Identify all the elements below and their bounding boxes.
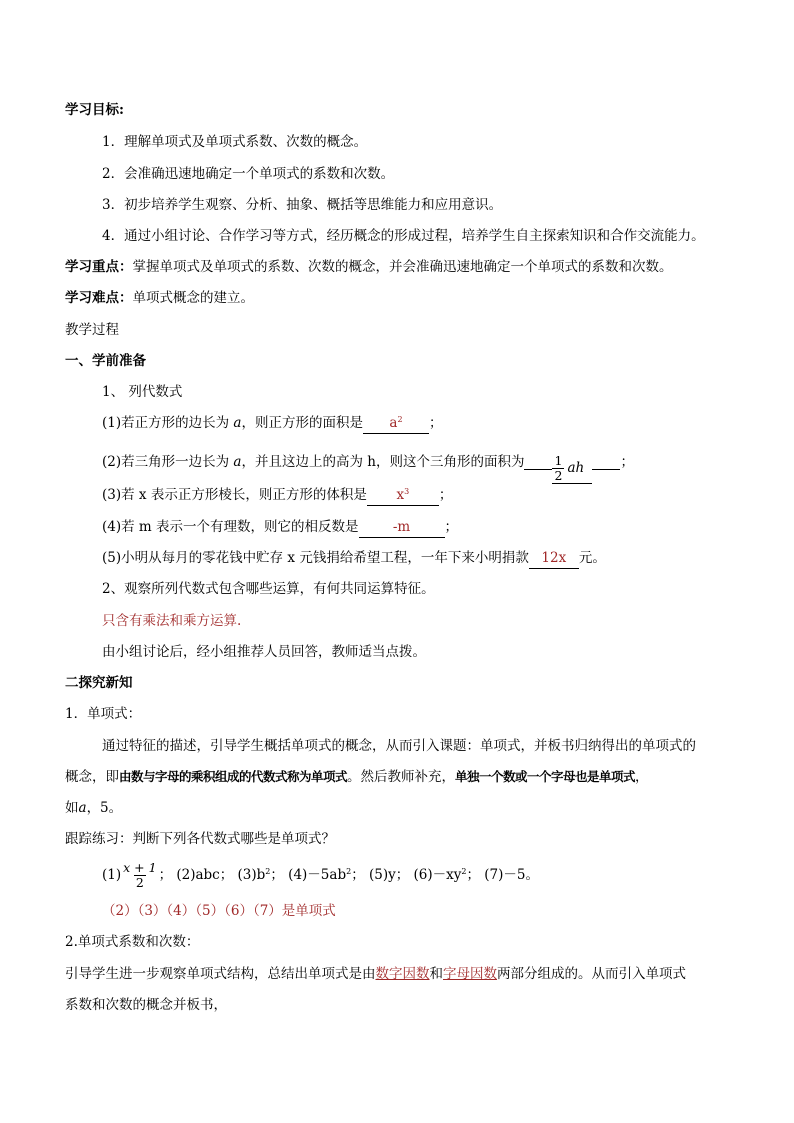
- question-4: [102, 517, 458, 538]
- q4-post: ；: [444, 519, 459, 535]
- q4-answer-blank: -m: [359, 517, 445, 538]
- goals-heading: 学习目标:: [65, 102, 124, 118]
- section1-answer: 只含有乘法和乘方运算.: [102, 613, 242, 629]
- question-1: [102, 413, 442, 434]
- q1-mid: ，则正方形的面积是: [241, 415, 363, 431]
- q1-pre: (1)若正方形的边长为: [102, 415, 234, 431]
- exercise-answer: （2）（3）（4）（5）（6）（7）是单项式: [102, 903, 336, 919]
- section2-para-b: 概念，即由数与字母的乘积组成的代数式称为单项式。然后教师补充，单独一个数或一个字母也是单项式，: [65, 769, 649, 785]
- goal-item-3: 3．初步培养学生观察、分析、抽象、概括等思维能力和应用意识。: [102, 197, 503, 213]
- section2-sub2: 2.单项式系数和次数：: [65, 934, 200, 950]
- key-point-label: 学习重点：: [65, 259, 133, 275]
- letter-factor-term: 字母因数: [443, 966, 497, 982]
- section2-para-c: 如a，5。: [65, 800, 123, 816]
- q1-answer-blank: $a^2$: [363, 413, 429, 434]
- q5-post: 元。: [578, 550, 606, 566]
- section2-title: 二探究新知: [65, 675, 133, 691]
- q2-var: a: [233, 454, 242, 470]
- q2-mid: ，并且这边上的高为 h，则这个三角形的面积为: [241, 454, 525, 470]
- exercise-prompt: 跟踪练习：判断下列各代数式哪些是单项式？: [65, 831, 335, 847]
- exercise-items: (1) $\frac{x + 1}{2}$ ； (2)abc； $(3)b^2$； $(4)-5ab^2$； (5)y； $(6)-xy^2$； (7)－5。: [102, 860, 539, 890]
- goal-item-2: 2．会准确迅速地确定一个单项式的系数和次数。: [102, 166, 395, 182]
- key-point-text: 掌握单项式及单项式的系数、次数的概念，并会准确迅速地确定一个单项式的系数和次数。: [132, 259, 673, 275]
- q3-pre: (3)若 x 表示正方形棱长，则正方形的体积是: [102, 487, 367, 503]
- section2-para2-a: 引导学生进一步观察单项式结构，总结出单项式是由数字因数和字母因数两部分组成的。从而引入单项式: [65, 966, 686, 982]
- difficulty-text: 单项式概念的建立。: [132, 290, 254, 306]
- goal-item-4: 4．通过小组讨论、合作学习等方式，经历概念的形成过程，培养学生自主探索知识和合作交流能力。: [102, 228, 705, 244]
- section2-para2-b: 系数和次数的概念并板书，: [65, 997, 227, 1013]
- q2-post: ；: [620, 454, 634, 470]
- q5-answer-blank: 12x: [529, 548, 579, 569]
- goal-item-1: 1．理解单项式及单项式系数、次数的概念。: [102, 134, 368, 150]
- q1-var: a: [233, 415, 242, 431]
- process-title: 教学过程: [65, 322, 119, 338]
- key-point: [65, 257, 673, 277]
- section2-sub1: 1．单项式：: [65, 706, 142, 722]
- q3-post: ；: [438, 487, 453, 503]
- difficulty-label: 学习难点：: [65, 290, 133, 306]
- numeric-factor-term: 数字因数: [375, 966, 430, 982]
- question-2: [102, 439, 634, 485]
- q2-pre: (2)若三角形一边长为: [102, 454, 234, 470]
- q5-pre: (5)小明从每月的零花钱中贮存 x 元钱捐给希望工程，一年下来小明捐款: [102, 550, 529, 566]
- q3-answer-blank: $x^3$: [367, 485, 439, 506]
- q4-pre: (4)若 m 表示一个有理数，则它的相反数是: [102, 519, 359, 535]
- section2-para-a: 通过特征的描述，引导学生概括单项式的概念，从而引入课题：单项式，并板书归纳得出的单项式的: [102, 738, 696, 754]
- section1-title: 一、学前准备: [65, 353, 146, 369]
- supplement-bold: 单独一个数或一个字母也是单项式: [455, 769, 636, 784]
- question-5: [102, 548, 606, 569]
- fraction-x-plus-1-over-2: $\frac{x + 1}{2}$: [123, 860, 157, 890]
- section1-sub1: 1、 列代数式: [102, 384, 183, 400]
- section1-sub2: 2、观察所列代数式包含哪些运算，有何共同运算特征。: [102, 581, 435, 597]
- definition-bold: 由数与字母的乘积组成的代数式称为单项式: [119, 769, 348, 784]
- question-3: [102, 485, 452, 506]
- difficulty: [65, 288, 254, 308]
- q1-post: ；: [428, 415, 443, 431]
- section1-note: 由小组讨论后，经小组推荐人员回答，教师适当点拨。: [102, 644, 426, 660]
- q2-answer-blank: $\frac{1}{2}$ ah: [552, 454, 592, 484]
